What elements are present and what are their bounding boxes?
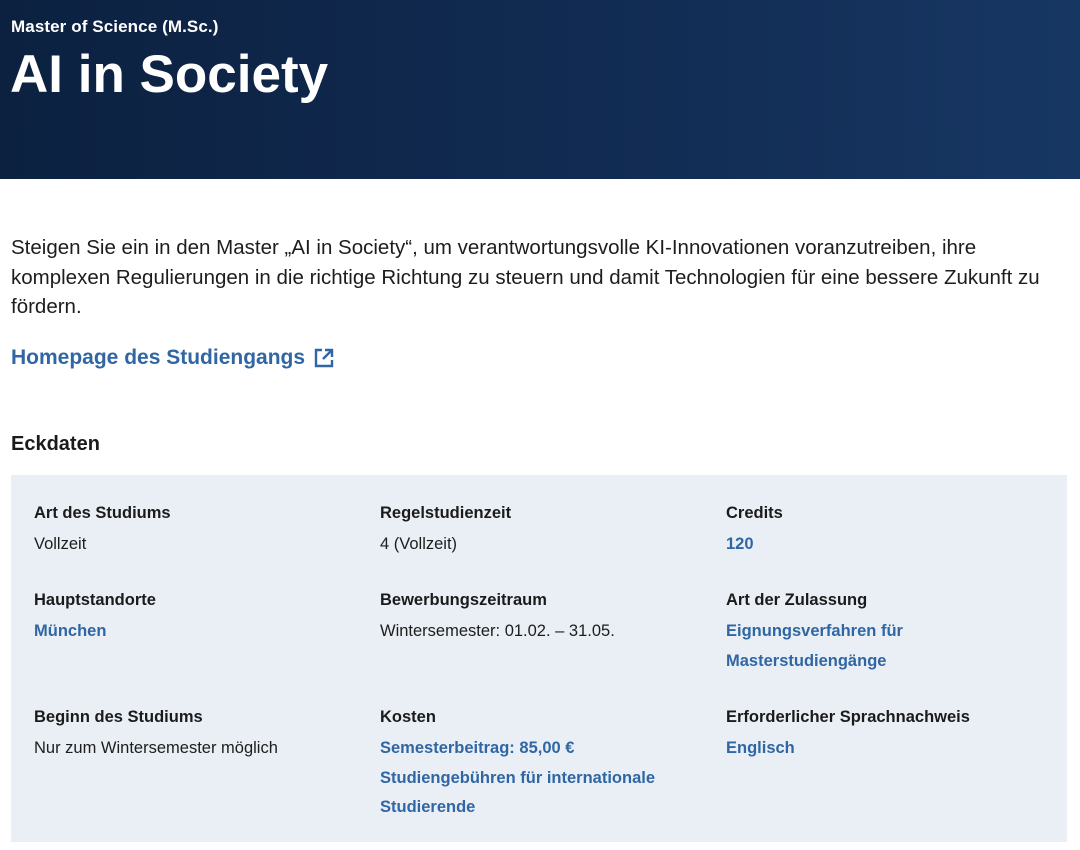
fact-value: Nur zum Wintersemester möglich bbox=[34, 739, 278, 757]
page-title: AI in Society bbox=[10, 45, 329, 104]
fact-hauptstandorte bbox=[34, 589, 354, 647]
facts-box bbox=[11, 475, 1067, 842]
fact-beginn-des-studiums bbox=[34, 706, 354, 764]
hero-banner bbox=[0, 0, 1080, 179]
homepage-link-label: Homepage des Studiengangs bbox=[11, 346, 306, 369]
fact-label: Regelstudienzeit bbox=[380, 504, 512, 522]
fact-regelstudienzeit bbox=[380, 502, 700, 560]
fact-label: Credits bbox=[726, 504, 783, 522]
tuition-fees-link[interactable]: Studiengebühren für internationale Studierende bbox=[380, 768, 656, 816]
fact-kosten bbox=[380, 706, 700, 823]
fact-bewerbungszeitraum bbox=[380, 589, 700, 647]
intro-text: Steigen Sie ein in den Master „AI in Society“, um verantwortungsvolle KI-Innovationen voranzutreiben, ihre komplexen Regulierungen in die richtige Richtung zu steuern und damit Technologien für eine bessere Zukunft zu fördern. bbox=[11, 236, 1040, 318]
fact-label: Hauptstandorte bbox=[34, 591, 156, 609]
fact-label: Bewerbungszeitraum bbox=[380, 591, 547, 609]
fact-label: Art der Zulassung bbox=[726, 591, 868, 609]
fact-label: Kosten bbox=[380, 708, 436, 726]
admission-link[interactable]: Eignungsverfahren für Masterstudiengänge bbox=[726, 622, 903, 670]
language-link-englisch[interactable]: Englisch bbox=[726, 739, 795, 757]
fact-sprachnachweis bbox=[726, 706, 1046, 764]
degree-subtitle: Master of Science (M.Sc.) bbox=[11, 17, 219, 36]
location-link-muenchen[interactable]: München bbox=[34, 622, 107, 640]
homepage-link[interactable] bbox=[11, 346, 335, 370]
section-title-eckdaten: Eckdaten bbox=[11, 433, 100, 455]
semester-fee-link[interactable]: Semesterbeitrag: 85,00 € bbox=[380, 739, 575, 757]
fact-label: Erforderlicher Sprachnachweis bbox=[726, 708, 970, 726]
external-link-icon bbox=[313, 347, 335, 369]
fact-art-des-studiums bbox=[34, 502, 354, 560]
fact-label: Beginn des Studiums bbox=[34, 708, 203, 726]
fact-art-der-zulassung bbox=[726, 589, 986, 676]
fact-label: Art des Studiums bbox=[34, 504, 171, 522]
fact-credits bbox=[726, 502, 1046, 560]
credits-link[interactable]: 120 bbox=[726, 535, 754, 553]
fact-value: Wintersemester: 01.02. – 31.05. bbox=[380, 622, 615, 640]
fact-value: Vollzeit bbox=[34, 535, 87, 553]
fact-value: 4 (Vollzeit) bbox=[380, 535, 458, 553]
